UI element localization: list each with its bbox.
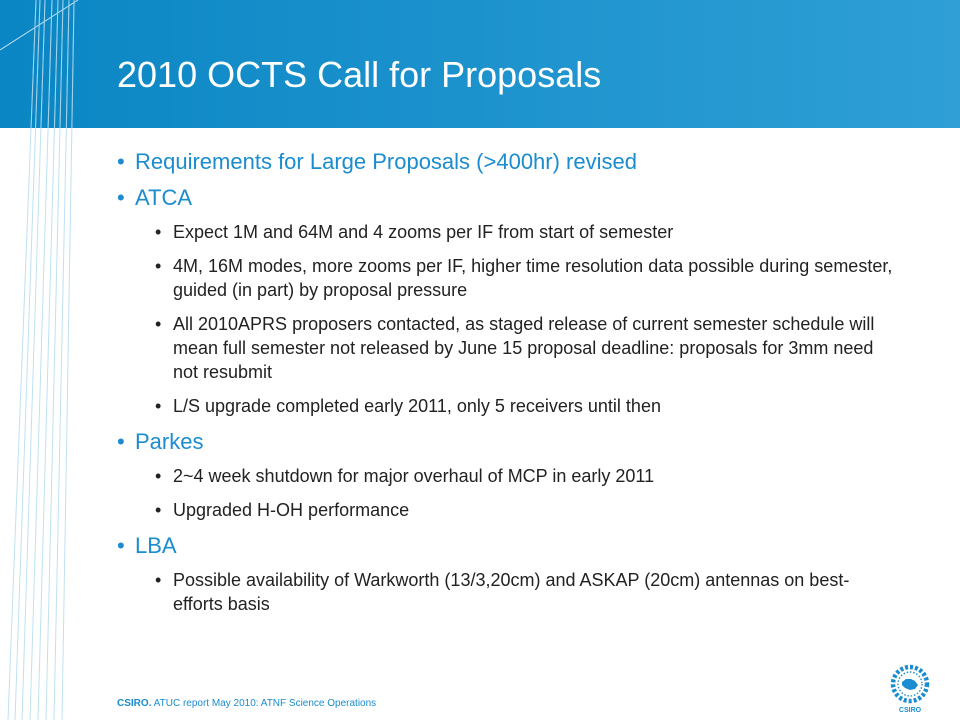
bullet-icon: •: [117, 429, 125, 454]
bullet-icon: •: [155, 314, 162, 334]
bullet-lba: [117, 532, 897, 559]
bullet-parkes: [117, 428, 897, 455]
bullet-icon: •: [155, 396, 162, 416]
sub-bullet: [155, 394, 897, 418]
sub-bullet: [155, 568, 897, 616]
bullet-icon: •: [117, 185, 125, 210]
section-heading: Parkes: [135, 429, 204, 454]
bullet-icon: •: [155, 466, 162, 486]
sub-bullet: [155, 254, 897, 302]
sub-bullet-text: Expect 1M and 64M and 4 zooms per IF from start of semester: [173, 222, 674, 242]
footer: [117, 698, 376, 709]
bullet-icon: •: [117, 149, 125, 174]
sub-bullet-text: Upgraded H-OH performance: [173, 500, 410, 520]
bullet-icon: •: [155, 500, 162, 520]
bullet-text: Requirements for Large Proposals (>400hr) revised: [135, 149, 637, 174]
slide-title: 2010 OCTS Call for Proposals: [117, 54, 602, 95]
footer-text: ATUC report May 2010: ATNF Science Operations: [151, 698, 377, 709]
slide-content: [117, 148, 897, 626]
sub-bullet: [155, 498, 897, 522]
csiro-logo-icon: [884, 662, 936, 714]
bullet-icon: •: [155, 222, 162, 242]
footer-brand: CSIRO.: [117, 698, 152, 709]
sub-bullet: [155, 220, 897, 244]
bullet-atca: [117, 184, 897, 211]
sub-bullet-text: 2~4 week shutdown for major overhaul of MCP in early 2011: [173, 466, 655, 486]
sub-bullet-text: All 2010APRS proposers contacted, as staged release of current semester schedule will mean full semester not released by June 15 proposal deadline: proposals for 3mm need not resubmit: [173, 314, 875, 382]
sub-bullet: [155, 464, 897, 488]
bullet-large-proposals: [117, 148, 897, 175]
logo-label: CSIRO: [898, 707, 922, 714]
sub-bullet: [155, 312, 897, 384]
section-heading: LBA: [135, 533, 177, 558]
bullet-icon: •: [155, 570, 162, 590]
section-heading: ATCA: [135, 185, 193, 210]
sub-bullet-text: 4M, 16M modes, more zooms per IF, higher time resolution data possible during semester, guided (in part) by proposal pressure: [173, 256, 893, 300]
bullet-icon: •: [117, 533, 125, 558]
sub-bullet-text: L/S upgrade completed early 2011, only 5 receivers until then: [173, 396, 661, 416]
sub-bullet-text: Possible availability of Warkworth (13/3,20cm) and ASKAP (20cm) antennas on best-efforts basis: [173, 570, 850, 614]
bullet-icon: •: [155, 256, 162, 276]
